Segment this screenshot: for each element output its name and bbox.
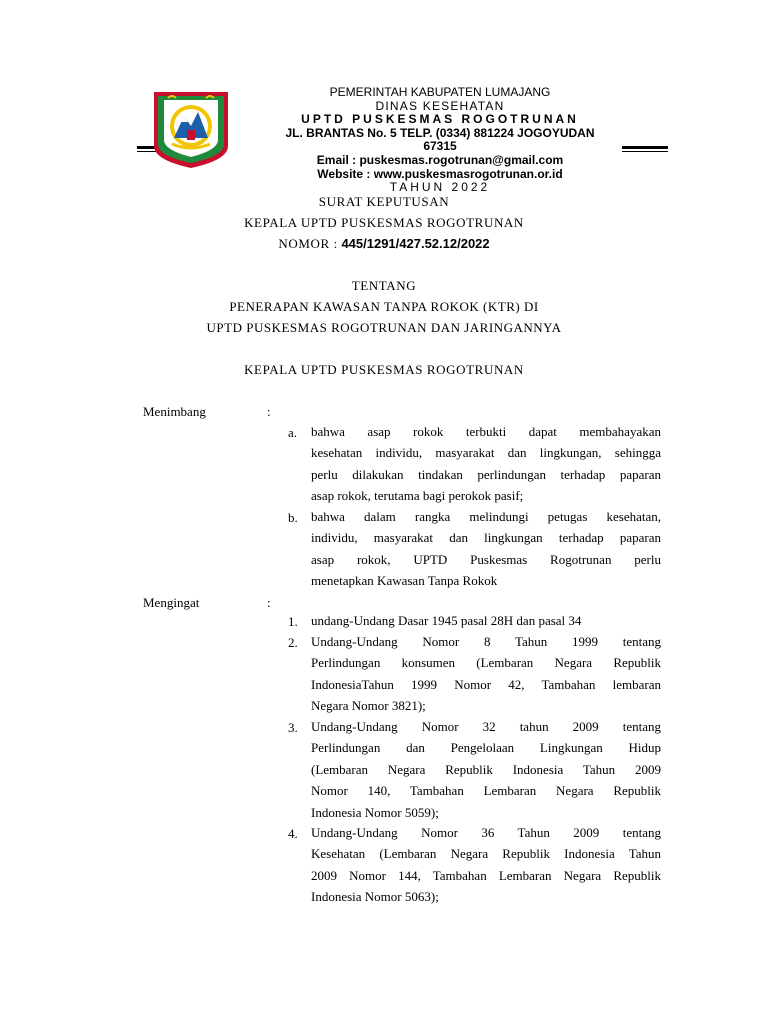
menimbang-colon: : [267, 404, 271, 419]
text-line: bahwa dalam rangka melindungi petugas kesehatan, [311, 509, 661, 524]
text-line: asap rokok, UPTD Puskesmas Rogotrunan perlu [311, 551, 661, 567]
text-line: individu, masyarakat dan lingkungan terhadap paparan [311, 530, 661, 546]
decree-number [0, 236, 768, 252]
text-line: Indonesia Nomor 5059); [311, 804, 439, 820]
text-line: undang-Undang Dasar 1945 pasal 28H dan pasal 34 [311, 613, 582, 628]
menimbang-item-text [311, 421, 661, 507]
letterhead-email: Email : puskesmas.rogotrunan@gmail.com [316, 152, 564, 167]
mengingat-item-mark: 2. [288, 635, 298, 650]
text-line: Indonesia Nomor 5063); [311, 889, 439, 905]
mengingat-item-mark: 4. [288, 826, 298, 841]
decree-title: SURAT KEPUTUSAN [318, 194, 450, 209]
letterhead-address: JL. BRANTAS No. 5 TELP. (0334) 881224 JOGOYUDAN [285, 125, 595, 140]
text-line: Undang-Undang Nomor 32 tahun 2009 tentang [311, 719, 661, 734]
text-line: Undang-Undang Nomor 8 Tahun 1999 tentang [311, 634, 661, 649]
letterhead-website: Website : www.puskesmasrogotrunan.or.id [317, 166, 563, 181]
decree-number-value: 445/1291/427.52.12/2022 [341, 236, 490, 251]
text-line: 2009 Nomor 144, Tambahan Lembaran Negara Republik [311, 867, 661, 883]
letterhead-year: TAHUN 2022 [389, 180, 491, 195]
mengingat-item-text [311, 610, 661, 631]
text-line: menetapkan Kawasan Tanpa Rokok [311, 573, 498, 589]
letterhead-government: PEMERINTAH KABUPATEN LUMAJANG [329, 85, 551, 99]
subject-line-2: UPTD PUSKESMAS ROGOTRUNAN DAN JARINGANNYA [206, 320, 562, 335]
letterhead-postcode: 67315 [423, 139, 457, 154]
letterhead-institution: UPTD PUSKESMAS ROGOTRUNAN [301, 112, 579, 127]
text-line: Perlindungan konsumen (Lembaran Negara Republik [311, 655, 661, 671]
mengingat-item-text [311, 631, 661, 717]
mengingat-label: Mengingat [143, 595, 200, 610]
mengingat-item-text [311, 822, 661, 908]
text-line: (Lembaran Negara Republik Indonesia Tahun 2009 [311, 761, 661, 777]
menimbang-item-mark: a. [288, 425, 298, 440]
subject-line-1: PENERAPAN KAWASAN TANPA ROKOK (KTR) DI [229, 299, 539, 314]
menimbang-label: Menimbang [143, 404, 206, 419]
text-line: Kesehatan (Lembaran Negara Republik Indonesia Tahun [311, 846, 661, 862]
kabupaten-lumajang-emblem-icon [150, 86, 232, 170]
text-line: Undang-Undang Nomor 36 Tahun 2009 tentang [311, 825, 661, 840]
menimbang-item-mark: b. [288, 510, 298, 525]
decree-issuer: KEPALA UPTD PUSKESMAS ROGOTRUNAN [244, 215, 524, 230]
mengingat-colon: : [267, 595, 271, 610]
text-line: IndonesiaTahun 1999 Nomor 42, Tambahan lembaran [311, 676, 661, 692]
text-line: kesehatan individu, masyarakat dan lingkungan, sehingga [311, 445, 661, 461]
mengingat-item-text [311, 716, 661, 823]
text-line: perlu dilakukan tindakan perlindungan terhadap paparan [311, 466, 661, 482]
text-line: asap rokok, terutama bagi perokok pasif; [311, 488, 524, 504]
letterhead [230, 86, 650, 195]
text-line: Perlindungan dan Pengelolaan Lingkungan Hidup [311, 740, 661, 756]
text-line: bahwa asap rokok terbukti dapat membahayakan [311, 424, 661, 439]
text-line: Negara Nomor 3821); [311, 698, 426, 714]
letterhead-department: DINAS KESEHATAN [375, 98, 505, 113]
decree-number-label: NOMOR : [278, 236, 338, 251]
menimbang-item-text [311, 506, 661, 592]
about-heading: TENTANG [351, 278, 417, 293]
text-line: Nomor 140, Tambahan Lembaran Negara Republik [311, 783, 661, 799]
issuer-heading: KEPALA UPTD PUSKESMAS ROGOTRUNAN [244, 362, 524, 377]
mengingat-item-mark: 3. [288, 720, 298, 735]
mengingat-item-mark: 1. [288, 614, 298, 629]
